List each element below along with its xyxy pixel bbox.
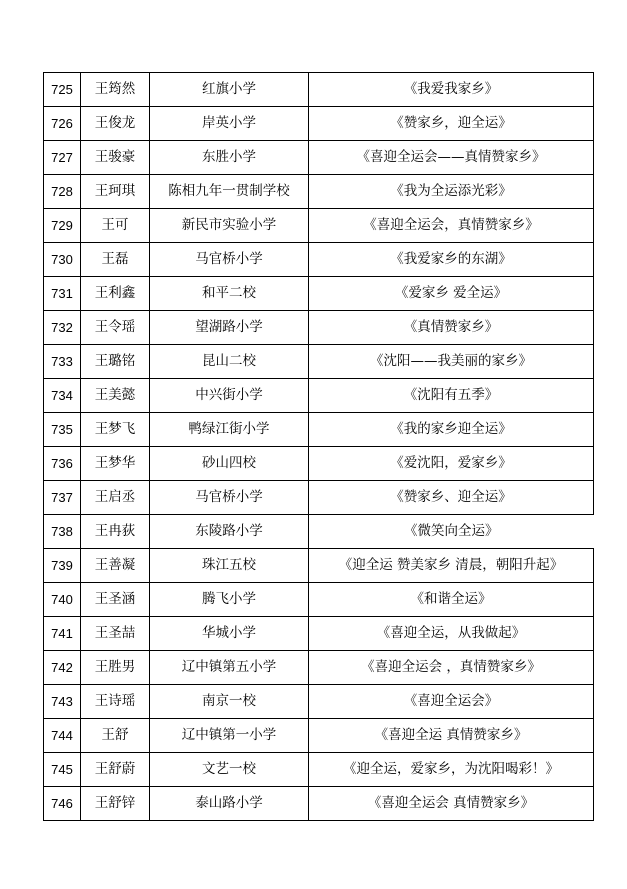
work-title-cell: 《喜迎全运 真情赞家乡》 bbox=[309, 719, 594, 753]
table-row bbox=[44, 719, 594, 753]
school-name-cell: 华城小学 bbox=[150, 617, 309, 651]
row-number-cell: 734 bbox=[44, 379, 81, 413]
work-title-cell: 《喜迎全运，从我做起》 bbox=[309, 617, 594, 651]
student-name-cell: 王舒锌 bbox=[81, 787, 150, 821]
student-name-cell: 王舒蔚 bbox=[81, 753, 150, 787]
table-row bbox=[44, 787, 594, 821]
student-name-cell: 王令瑶 bbox=[81, 311, 150, 345]
student-name-cell: 王冉荻 bbox=[81, 515, 150, 549]
table-row bbox=[44, 447, 594, 481]
school-name-cell: 鸭绿江街小学 bbox=[150, 413, 309, 447]
student-name-cell: 王璐铭 bbox=[81, 345, 150, 379]
school-name-cell: 泰山路小学 bbox=[150, 787, 309, 821]
work-title-cell: 《沈阳——我美丽的家乡》 bbox=[309, 345, 594, 379]
work-title-cell: 《迎全运 赞美家乡 清晨，朝阳升起》 bbox=[309, 549, 594, 583]
work-title-cell: 《喜迎全运会 ，真情赞家乡》 bbox=[309, 651, 594, 685]
work-title-cell: 《赞家乡、迎全运》 bbox=[309, 481, 594, 515]
school-name-cell: 和平二校 bbox=[150, 277, 309, 311]
school-name-cell: 陈相九年一贯制学校 bbox=[150, 175, 309, 209]
school-name-cell: 珠江五校 bbox=[150, 549, 309, 583]
work-title-cell: 《爱家乡 爱全运》 bbox=[309, 277, 594, 311]
student-name-cell: 王珂琪 bbox=[81, 175, 150, 209]
row-number-cell: 727 bbox=[44, 141, 81, 175]
school-name-cell: 望湖路小学 bbox=[150, 311, 309, 345]
work-title-cell: 《喜迎全运会 真情赞家乡》 bbox=[309, 787, 594, 821]
work-title-cell: 《我为全运添光彩》 bbox=[309, 175, 594, 209]
row-number-cell: 745 bbox=[44, 753, 81, 787]
row-number-cell: 737 bbox=[44, 481, 81, 515]
table-row bbox=[44, 175, 594, 209]
school-name-cell: 红旗小学 bbox=[150, 73, 309, 107]
school-name-cell: 岸英小学 bbox=[150, 107, 309, 141]
work-title-cell: 《喜迎全运会，真情赞家乡》 bbox=[309, 209, 594, 243]
student-list-table-container bbox=[43, 72, 593, 821]
school-name-cell: 辽中镇第一小学 bbox=[150, 719, 309, 753]
row-number-cell: 738 bbox=[44, 515, 81, 549]
student-name-cell: 王筠然 bbox=[81, 73, 150, 107]
school-name-cell: 昆山二校 bbox=[150, 345, 309, 379]
work-title-cell: 《迎全运，爱家乡，为沈阳喝彩！》 bbox=[309, 753, 594, 787]
row-number-cell: 733 bbox=[44, 345, 81, 379]
table-row bbox=[44, 277, 594, 311]
table-row bbox=[44, 651, 594, 685]
work-title-cell: 《喜迎全运会》 bbox=[309, 685, 594, 719]
student-list-table bbox=[43, 72, 594, 821]
row-number-cell: 746 bbox=[44, 787, 81, 821]
row-number-cell: 732 bbox=[44, 311, 81, 345]
student-name-cell: 王骏豪 bbox=[81, 141, 150, 175]
student-name-cell: 王可 bbox=[81, 209, 150, 243]
student-name-cell: 王胜男 bbox=[81, 651, 150, 685]
work-title-cell: 《我的家乡迎全运》 bbox=[309, 413, 594, 447]
work-title-cell: 《爱沈阳，爱家乡》 bbox=[309, 447, 594, 481]
table-row bbox=[44, 345, 594, 379]
work-title-cell: 《沈阳有五季》 bbox=[309, 379, 594, 413]
student-name-cell: 王善凝 bbox=[81, 549, 150, 583]
student-name-cell: 王诗瑶 bbox=[81, 685, 150, 719]
row-number-cell: 729 bbox=[44, 209, 81, 243]
school-name-cell: 南京一校 bbox=[150, 685, 309, 719]
student-name-cell: 王俊龙 bbox=[81, 107, 150, 141]
student-name-cell: 王舒 bbox=[81, 719, 150, 753]
student-name-cell: 王磊 bbox=[81, 243, 150, 277]
work-title-cell: 《我爱家乡的东湖》 bbox=[309, 243, 594, 277]
school-name-cell: 文艺一校 bbox=[150, 753, 309, 787]
student-name-cell: 王梦华 bbox=[81, 447, 150, 481]
table-row bbox=[44, 243, 594, 277]
row-number-cell: 731 bbox=[44, 277, 81, 311]
row-number-cell: 743 bbox=[44, 685, 81, 719]
table-row bbox=[44, 685, 594, 719]
work-title-cell: 《真情赞家乡》 bbox=[309, 311, 594, 345]
table-row bbox=[44, 481, 594, 515]
table-row bbox=[44, 141, 594, 175]
row-number-cell: 739 bbox=[44, 549, 81, 583]
row-number-cell: 742 bbox=[44, 651, 81, 685]
student-name-cell: 王美懿 bbox=[81, 379, 150, 413]
table-row bbox=[44, 583, 594, 617]
table-row bbox=[44, 753, 594, 787]
table-row bbox=[44, 515, 594, 549]
school-name-cell: 新民市实验小学 bbox=[150, 209, 309, 243]
work-title-cell: 《微笑向全运》 bbox=[309, 515, 594, 549]
table-row bbox=[44, 549, 594, 583]
student-name-cell: 王启丞 bbox=[81, 481, 150, 515]
school-name-cell: 马官桥小学 bbox=[150, 481, 309, 515]
row-number-cell: 735 bbox=[44, 413, 81, 447]
row-number-cell: 740 bbox=[44, 583, 81, 617]
school-name-cell: 东胜小学 bbox=[150, 141, 309, 175]
table-row bbox=[44, 617, 594, 651]
work-title-cell: 《赞家乡，迎全运》 bbox=[309, 107, 594, 141]
table-body bbox=[44, 73, 594, 821]
school-name-cell: 砂山四校 bbox=[150, 447, 309, 481]
student-name-cell: 王圣喆 bbox=[81, 617, 150, 651]
row-number-cell: 725 bbox=[44, 73, 81, 107]
row-number-cell: 736 bbox=[44, 447, 81, 481]
student-name-cell: 王梦飞 bbox=[81, 413, 150, 447]
student-name-cell: 王圣涵 bbox=[81, 583, 150, 617]
student-name-cell: 王利鑫 bbox=[81, 277, 150, 311]
row-number-cell: 744 bbox=[44, 719, 81, 753]
row-number-cell: 730 bbox=[44, 243, 81, 277]
table-row bbox=[44, 209, 594, 243]
school-name-cell: 腾飞小学 bbox=[150, 583, 309, 617]
school-name-cell: 东陵路小学 bbox=[150, 515, 309, 549]
row-number-cell: 728 bbox=[44, 175, 81, 209]
school-name-cell: 中兴街小学 bbox=[150, 379, 309, 413]
row-number-cell: 741 bbox=[44, 617, 81, 651]
table-row bbox=[44, 311, 594, 345]
work-title-cell: 《喜迎全运会——真情赞家乡》 bbox=[309, 141, 594, 175]
school-name-cell: 辽中镇第五小学 bbox=[150, 651, 309, 685]
work-title-cell: 《我爱我家乡》 bbox=[309, 73, 594, 107]
table-row bbox=[44, 379, 594, 413]
table-row bbox=[44, 107, 594, 141]
table-row bbox=[44, 413, 594, 447]
row-number-cell: 726 bbox=[44, 107, 81, 141]
table-row bbox=[44, 73, 594, 107]
work-title-cell: 《和谐全运》 bbox=[309, 583, 594, 617]
school-name-cell: 马官桥小学 bbox=[150, 243, 309, 277]
